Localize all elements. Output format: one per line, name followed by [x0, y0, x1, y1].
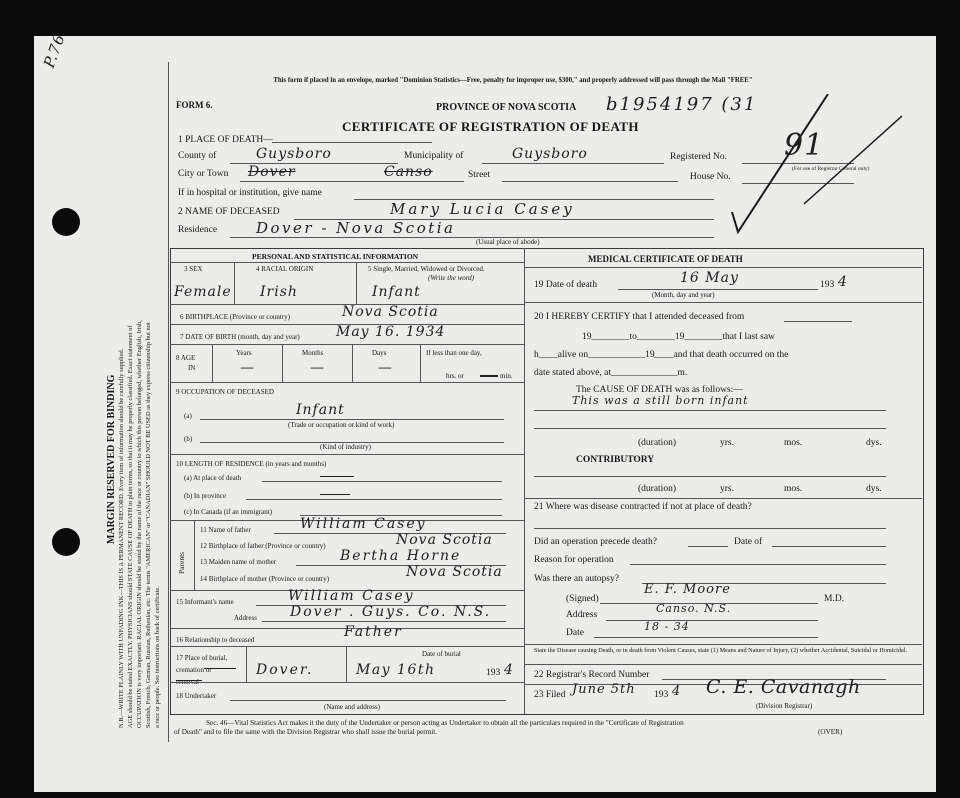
street-line	[502, 181, 678, 182]
cause-value: This was a still born infant	[572, 394, 749, 407]
years-label: Years	[236, 349, 252, 357]
death-certificate	[34, 31, 936, 792]
res-a-dash	[320, 476, 354, 477]
dys-1: dys.	[866, 438, 882, 448]
residence-c: (c) In Canada (if an immigrant)	[184, 508, 273, 516]
burial-date-value: May 16th	[356, 662, 436, 678]
margin-line-1: N.B.—WRITE PLAINLY WITH UNFADING INK—THIS IS A PERMANENT RECORD. Every item of information should be carefully supplied.	[118, 348, 125, 728]
months-label: Months	[302, 349, 324, 357]
death-date-value: 16 May	[680, 270, 739, 286]
death-year-print: 193	[820, 280, 835, 290]
place-heading-rule	[272, 142, 432, 143]
occupation-a: (a)	[184, 412, 192, 420]
mother-birthplace-value: Nova Scotia	[406, 564, 503, 580]
form-number: FORM 6.	[176, 100, 213, 110]
date-of-line	[772, 546, 886, 547]
rule-death-date	[524, 302, 922, 303]
relationship-value: Father	[344, 624, 403, 640]
residence-b: (b) In province	[184, 492, 226, 500]
occupation-a-value: Infant	[296, 402, 345, 418]
birthplace-value: Nova Scotia	[342, 304, 439, 320]
med-address-value: Canso. N.S.	[656, 602, 732, 615]
cremation-strike	[204, 668, 236, 669]
mother-label: 13 Maiden name of mother	[200, 558, 277, 566]
certify-line-3: h____alive on____________19____and that death occurred on the	[534, 350, 789, 360]
death-date-line	[618, 289, 818, 290]
city-struck: Canso	[384, 164, 433, 180]
residence-length-heading: 10 LENGTH OF RESIDENCE (in years and months)	[176, 460, 327, 468]
cause-label: The CAUSE OF DEATH was as follows:—	[576, 385, 743, 395]
sex-label: 3 SEX	[184, 265, 203, 273]
status-label: 5 Single, Married, Widowed or Divorced.	[368, 265, 485, 273]
months-value: —	[310, 360, 325, 376]
informant-address-label: Address	[234, 614, 257, 622]
mother-value: Bertha Horne	[340, 548, 462, 564]
rule-relationship	[170, 646, 524, 647]
father-label: 11 Name of father	[200, 526, 251, 534]
registrar-note: (Division Registrar)	[756, 702, 813, 710]
occ-a-line	[200, 419, 504, 420]
municipality-label: Municipality of	[404, 151, 464, 161]
father-value: William Casey	[300, 516, 427, 532]
res-b-dash	[320, 494, 350, 495]
mos-1: mos.	[784, 438, 803, 448]
city-label: City or Town	[178, 169, 229, 179]
registered-value: 91	[784, 128, 825, 163]
min-strike	[480, 375, 498, 377]
certify-line-4: date stated above, at______________m.	[534, 368, 688, 378]
filed-value: June 5th	[572, 682, 636, 697]
mos-2: mos.	[784, 484, 803, 494]
rule-burial	[170, 682, 524, 683]
street-label: Street	[468, 170, 491, 180]
margin-line-5: a race or people. See instructions on back of certificate.	[154, 586, 161, 728]
autopsy-label: Was there an autopsy?	[534, 574, 619, 584]
rule-occ	[170, 454, 524, 455]
age-label-2: IN	[188, 364, 196, 372]
certificate-title: CERTIFICATE OF REGISTRATION OF DEATH	[342, 119, 639, 134]
death-year-hand: 4	[838, 274, 848, 290]
parents-side-label: Parents	[177, 551, 186, 574]
signed-label: (Signed)	[566, 594, 599, 604]
informant-value: William Casey	[288, 588, 415, 604]
deceased-name-value: Mary Lucia Casey	[390, 200, 575, 218]
registrar-use-note: (For use of Registrar General only)	[792, 166, 870, 172]
q22-label: 22 Registrar's Record Number	[534, 670, 650, 680]
duration-2: (duration)	[638, 484, 676, 494]
registered-label: Registered No.	[670, 152, 727, 162]
county-label: County of	[178, 151, 217, 161]
med-address-line	[606, 620, 818, 621]
race-value: Irish	[260, 284, 298, 300]
filed-year-hand: 4	[672, 684, 682, 699]
hospital-label: If in hospital or institution, give name	[178, 188, 322, 198]
footer-over: (OVER)	[818, 728, 843, 736]
yrs-1: yrs.	[720, 438, 734, 448]
footer-line-1: Sec. 46—Vital Statistics Act makes it the duty of the Undertaker or person acting as Undertaker to obtain all the particulars required in the "Certificate of Registration	[206, 719, 684, 727]
check-mark-icon	[724, 94, 904, 234]
cert-date-label: Date	[566, 628, 584, 638]
rule-medical	[524, 267, 922, 268]
filed-year-print: 193	[654, 690, 669, 700]
province-heading: PROVINCE OF NOVA SCOTIA	[436, 102, 577, 113]
margin-line-3: OCCUPATION is very important. RACIAL ORIGIN should be stated by the name of the race or country to which this person belonged, whether English, Irish,	[136, 320, 143, 728]
duration-1: (duration)	[638, 438, 676, 448]
rule-personal	[170, 262, 524, 263]
div-burial-1	[246, 646, 247, 682]
div-months	[352, 344, 353, 382]
dob-label: 7 DATE OF BIRTH (month, day and year)	[180, 333, 300, 341]
city-value: Dover	[248, 164, 296, 180]
days-label: Days	[372, 349, 387, 357]
margin-line-2: AGE should be stated EXACTLY. PHYSICIANS should STATE CAUSE OF DEATH in plain terms, so that it may be properly classified. Exact statement of	[127, 325, 134, 728]
q21-label: 21 Where was disease contracted if not at place of death?	[534, 502, 752, 512]
burial-year-hand: 4	[504, 662, 514, 678]
death-date-note: (Month, day and year)	[652, 291, 715, 299]
undertaker-label: 18 Undertaker	[176, 692, 217, 700]
file-stamp: b1954197 (31	[606, 94, 758, 115]
age-label-1: 8 AGE	[176, 354, 196, 362]
reason-label: Reason for operation	[534, 555, 614, 565]
days-value: —	[378, 360, 393, 376]
less-day-label: If less than one day,	[426, 349, 482, 357]
state-note: State the Disease causing Death, or in death from Violent Causes, state (1) Means and Nature of Injury, (2) whether Accidental, Suicidal or Homicidal.	[534, 647, 907, 654]
dys-2: dys.	[866, 484, 882, 494]
race-label: 4 RACIAL ORIGIN	[256, 265, 314, 273]
status-value: Infant	[372, 284, 421, 300]
punch-hole-bottom	[52, 528, 80, 556]
signed-value: E. F. Moore	[644, 582, 731, 597]
cause-line-1	[534, 410, 886, 411]
residence-note: (Usual place of abode)	[476, 238, 540, 246]
city-line	[240, 181, 464, 182]
date-of-label: Date of	[734, 537, 763, 547]
contributory-label: CONTRIBUTORY	[576, 455, 655, 465]
rule-signature	[524, 644, 922, 645]
father-birthplace-label: 12 Birthplace of father (Province or country)	[200, 542, 326, 550]
medical-heading: MEDICAL CERTIFICATE OF DEATH	[588, 254, 743, 264]
sex-value: Female	[174, 284, 232, 300]
residence-label: Residence	[178, 225, 218, 235]
registrar-signature: C. E. Cavanagh	[706, 676, 861, 698]
mail-notice: This form if placed in an envelope, marked "Dominion Statistics—Free, penalty for improper use, $300," and properly addressed will pass through the Mail "FREE"	[273, 77, 753, 84]
place-heading: 1 PLACE OF DEATH—	[178, 135, 273, 145]
res-a-line	[262, 481, 502, 482]
occupation-b: (b)	[184, 435, 193, 443]
occupation-b-note: (Kind of industry)	[320, 443, 371, 451]
yrs-2: yrs.	[720, 484, 734, 494]
operation-line	[688, 546, 728, 547]
burial-place-value: Dover.	[256, 662, 314, 678]
father-birthplace-value: Nova Scotia	[396, 532, 493, 548]
undertaker-line	[230, 700, 506, 701]
margin-line-4: Scottish, French, German, Russian, Ruthenian, etc. The terms "AMERICAN" or "CANADIAN" SHOULD NOT BE USED as they express citizenship but not	[145, 322, 152, 728]
occupation-a-note: (Trade or occupation or kind of work)	[288, 421, 395, 429]
dob-value: May 16. 1934	[336, 324, 446, 340]
certify-line-2: 19________to________19________that I last saw	[582, 332, 775, 342]
deceased-name-label: 2 NAME OF DECEASED	[178, 207, 280, 217]
house-label: House No.	[690, 172, 731, 182]
residence-a: (a) At place of death	[184, 474, 242, 482]
res-b-line	[246, 499, 502, 500]
informant-label: 15 Informant's name	[176, 598, 234, 606]
years-value: —	[240, 360, 255, 376]
mother-birthplace-label: 14 Birthplace of mother (Province or country)	[200, 575, 330, 583]
municipality-value: Guysboro	[512, 146, 588, 162]
residence-line	[230, 237, 714, 238]
reason-line	[630, 564, 886, 565]
contrib-line	[534, 476, 886, 477]
birthplace-label: 6 BIRTHPLACE (Province or country)	[180, 313, 291, 321]
div-age	[212, 344, 213, 382]
q21-line	[534, 528, 886, 529]
div-days	[420, 344, 421, 382]
rule-dob	[170, 344, 524, 345]
rule-state-note	[524, 664, 922, 665]
burial-label: 17 Place of burial, cremation or removal	[176, 654, 228, 686]
parents-divider	[194, 520, 195, 590]
occupation-heading: 9 OCCUPATION OF DECEASED	[176, 388, 274, 396]
municipality-line	[482, 163, 664, 164]
div-sex	[234, 262, 235, 304]
corner-note: P.76	[40, 31, 69, 71]
personal-heading: PERSONAL AND STATISTICAL INFORMATION	[252, 252, 419, 261]
status-note: (Write the word)	[428, 274, 475, 282]
certify-line-1-rule	[784, 321, 852, 322]
certify-line-1: 20 I HEREBY CERTIFY that I attended deceased from	[534, 312, 745, 322]
removal-strike	[176, 680, 202, 681]
md-label: M.D.	[824, 594, 845, 604]
burial-year-print: 193	[486, 668, 501, 678]
informant-address-value: Dover . Guys. Co. N.S.	[290, 604, 492, 620]
rule-cause	[524, 498, 922, 499]
cert-date-value: 18 - 34	[644, 620, 690, 633]
cert-date-line	[594, 637, 818, 638]
hrs-label: hrs. or	[446, 372, 464, 380]
min-label: min.	[500, 372, 513, 380]
div-years	[282, 344, 283, 382]
binding-margin-line	[168, 62, 169, 742]
death-date-label: 19 Date of death	[534, 280, 598, 290]
residence-value: Dover - Nova Scotia	[256, 219, 456, 237]
informant-address-line	[262, 621, 506, 622]
q23-label: 23 Filed	[534, 690, 566, 700]
undertaker-note: (Name and address)	[324, 703, 380, 711]
margin-heading: MARGIN RESERVED FOR BINDING	[106, 374, 117, 544]
burial-date-label: Date of burial	[422, 650, 461, 658]
med-address-label: Address	[566, 610, 598, 620]
punch-hole-top	[52, 208, 80, 236]
div-burial-2	[346, 646, 347, 682]
county-value: Guysboro	[256, 146, 332, 162]
rule-age	[170, 382, 524, 383]
operation-label: Did an operation precede death?	[534, 537, 657, 547]
cause-line-2	[534, 428, 886, 429]
footer-line-2: of Death" and to file the same with the Division Registrar who shall issue the burial permit.	[174, 728, 438, 736]
relationship-label: 16 Relationship to deceased	[176, 636, 255, 644]
div-race	[356, 262, 357, 304]
